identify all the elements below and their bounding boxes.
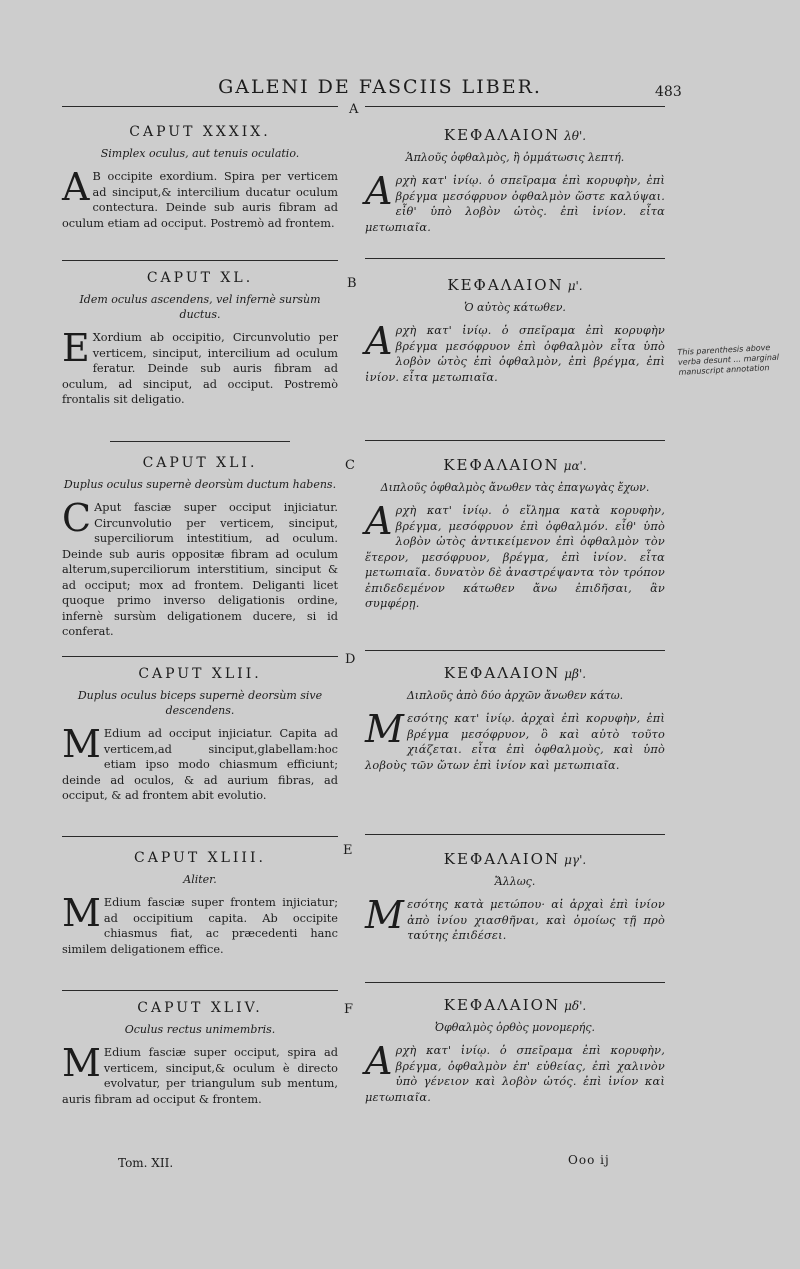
chapter-text: Edium ad occiput injiciatur. Capita ad verticem,ad sinciput,glabellam:hoc etiam ipso modo chiasmum efficiunt; deinde ad oculos, & ad aurium fibras, ad occiput, & ad frontem abit evolutio. (62, 727, 338, 802)
chapter-title: CAPUT XLIV. (137, 1000, 263, 1016)
latin-chapter-40 (62, 270, 338, 408)
drop-cap: C (62, 496, 92, 540)
section-marker-f: F (344, 1002, 354, 1017)
kephalaion-title: ΚΕΦΑΛΑΙΟΝ (447, 276, 564, 294)
drop-cap: M (62, 1041, 101, 1085)
kephalaion-subtitle: Ὁ αὐτὸς κάτωθεν. (464, 301, 566, 314)
drop-cap: Α (365, 499, 393, 543)
kephalaion-subtitle: Ἄλλως. (494, 875, 536, 888)
kephalaion-subtitle: Διπλοῦς ἀπὸ δύο ἀρχῶν ἄνωθεν κάτω. (406, 689, 624, 702)
chapter-title: CAPUT XLI. (142, 455, 258, 471)
section-marker-c: C (345, 458, 355, 473)
chapter-subtitle: Duplus oculus biceps supernè deorsùm sive descendens. (77, 689, 323, 717)
chapter-subtitle: Aliter. (183, 873, 217, 886)
drop-cap: E (62, 326, 90, 370)
latin-chapter-44 (62, 1000, 338, 1107)
kephalaion-title: ΚΕΦΑΛΑΙΟΝ (443, 850, 561, 868)
marginal-annotation: This parenthesis above verba desunt ... marginal manuscript annotation (677, 343, 780, 377)
drop-cap: M (62, 722, 101, 766)
kephalaion-subtitle: Ἁπλοῦς ὀφθαλμὸς, ἢ ὀμμάτωσις λεπτή. (405, 151, 625, 164)
latin-chapter-39 (62, 124, 338, 231)
chapter-subtitle: Simplex oculus, aut tenuis oculatio. (100, 147, 300, 160)
chapter-text: B occipite exordium. Spira per verticem ad sinciput,& intercilium ducatur oculum contectura. Deinde sub auris fibram ad oculum etiam ad occiput. Postremò ad frontem. (62, 170, 338, 230)
signature-mark: Ooo ij (568, 1153, 610, 1167)
drop-cap: Α (365, 169, 393, 213)
kephalaion-number: μ'. (567, 279, 583, 293)
drop-cap: Μ (365, 707, 405, 751)
kephalaion-title: ΚΕΦΑΛΑΙΟΝ (443, 456, 560, 474)
kephalaion-title: ΚΕΦΑΛΑΙΟΝ (443, 664, 561, 682)
drop-cap: A (62, 165, 90, 209)
greek-chapter-41 (365, 456, 665, 612)
latin-chapter-43 (62, 850, 338, 957)
greek-chapter-42 (365, 664, 665, 773)
kephalaion-title: ΚΕΦΑΛΑΙΟΝ (443, 996, 561, 1014)
chapter-subtitle: Duplus oculus supernè deorsùm ductum habens. (63, 478, 337, 491)
greek-chapter-40 (365, 276, 665, 385)
kephalaion-text: ρχὴ κατ' ἰνίῳ. ὁ εἴλημα κατὰ κορυφὴν, βρέγμα, μεσόφρυον ἐπὶ ὀφθαλμόν. εἶθ' ὑπὸ λοβὸν ὠτὸς ἀντικείμενον ἐπὶ ὀφθαλμὸν τὸν ἕτερον, μεσόφρυον, βρέγμα, ἐπὶ ἰνίον. εἶτα μετωπιαῖα. δυνατὸν δὲ ἀναστρέψαντα τὸν τρόπον ἐπιδεδεμένον κάτωθεν ἄνω ἐπιδῆσαι, ἂν συμφέρῃ. (365, 504, 665, 610)
chapter-title: CAPUT XL. (146, 270, 254, 286)
chapter-subtitle: Idem oculus ascendens, vel infernè sursùm ductus. (79, 293, 321, 321)
kephalaion-number: μα'. (563, 459, 587, 473)
kephalaion-text: ρχὴ κατ' ἰνίῳ. ὁ σπεῖραμα ἐπὶ κορυφὴν, βρέγμα, ὀφθαλμὸν ἐπ' εὐθείας, ἐπὶ χαλινὸν ὑπὸ γένειον καὶ λοβὸν ὠτός. ἐπὶ ἰνίον καὶ μετωπιαῖα. (365, 1044, 665, 1104)
drop-cap: Α (365, 319, 393, 363)
kephalaion-text: εσότης κατ' ἰνίῳ. ἀρχαὶ ἐπὶ κορυφὴν, ἐπὶ βρέγμα μεσόφρυον, ὃ καὶ αὐτὸ τοῦτο χιάζεται. εἶτα ἐπὶ ὀφθαλμοὺς, καὶ ὑπὸ λοβοὺς τῶν ὤτων ἐπὶ ἰνίον καὶ μετωπιαῖα. (365, 712, 665, 772)
kephalaion-number: μγ'. (564, 853, 587, 867)
kephalaion-text: ρχὴ κατ' ἰνίῳ. ὁ σπεῖραμα ἐπὶ κορυφὴν βρέγμα μεσόφρυον ἐπὶ ὀφθαλμὸν εἶτα ὑπὸ λοβὸν ὠτὸς ἐπὶ ὀφθαλμὸν, ἐπὶ βρέγμα, ἐπὶ ἰνίον. εἶτα μετωπιαῖα. (365, 324, 665, 384)
kephalaion-subtitle: Διπλοῦς ὀφθαλμὸς ἄνωθεν τὰς ἐπαγωγὰς ἔχων. (380, 481, 650, 494)
tome-label: Tom. XII. (118, 1156, 174, 1170)
kephalaion-text: ρχὴ κατ' ἰνίῳ. ὁ σπεῖραμα ἐπὶ κορυφὴν, ἐπὶ βρέγμα μεσόφρυον ὀφθαλμὸν ὥστε καλύψαι. εἶθ' ὑπὸ λοβὸν ὠτὸς. ἐπὶ ἰνίον. εἶτα μετωπιαῖα. (365, 174, 665, 234)
drop-cap: Μ (365, 893, 405, 937)
chapter-title: CAPUT XLIII. (134, 850, 266, 866)
greek-chapter-44 (365, 996, 665, 1105)
running-head: GALENI DE FASCIIS LIBER. (218, 76, 542, 98)
section-marker-b: B (347, 276, 357, 291)
chapter-subtitle: Oculus rectus unimembris. (124, 1023, 276, 1036)
kephalaion-subtitle: Ὀφθαλμὸς ὀρθὸς μονομερής. (434, 1021, 595, 1034)
kephalaion-title: ΚΕΦΑΛΑΙΟΝ (443, 126, 561, 144)
chapter-text: Aput fasciæ super occiput injiciatur. Circunvolutio per verticem, sinciput, superciliorum intestitium, ad oculum. Deinde sub auris oppositæ fibram ad oculum alterum,superciliorum interstitium, sinciput & ad occiput; mox ad frontem. Deliganti licet quoque primo inverso deligationis ordine, infernè sursùm deligationem ducere, si id conferat. (62, 501, 338, 638)
chapter-text: Edium fasciæ super occiput, spira ad verticem, sinciput,& oculum è directo evolvatur, per triangulum sub mentum, auris fibram ad occiput & frontem. (62, 1046, 338, 1106)
chapter-text: Edium fasciæ super frontem injiciatur; ad occipitium capita. Ab occipite chiasmus fiat, ac præcedenti hanc similem deligationem effice. (62, 896, 338, 956)
drop-cap: M (62, 891, 101, 935)
page-number: 483 (655, 84, 682, 100)
section-marker-d: D (345, 652, 356, 667)
kephalaion-text: εσότης κατὰ μετώπου· αἱ ἀρχαὶ ἐπὶ ἰνίον ἀπὸ ἰνίου χιασθῆναι, καὶ ὁμοίως τῇ πρὸ ταύτης ἐπιδέσει. (407, 898, 665, 942)
kephalaion-number: μβ'. (564, 667, 587, 681)
chapter-title: CAPUT XXXIX. (129, 124, 271, 140)
greek-chapter-43 (365, 850, 665, 944)
greek-chapter-39 (365, 126, 665, 235)
chapter-text: Xordium ab occipitio, Circunvolutio per verticem, sinciput, intercilium ad oculum feratur. Deinde sub auris fibram ad oculum, ad sinciput, ad occiput. Postremò frontalis sit deligatio. (62, 331, 338, 406)
chapter-title: CAPUT XLII. (138, 666, 262, 682)
drop-cap: Α (365, 1039, 393, 1083)
section-marker-a: A (349, 102, 359, 117)
section-marker-e: E (343, 843, 353, 858)
latin-chapter-41 (62, 455, 338, 640)
kephalaion-number: λθ'. (564, 129, 587, 143)
kephalaion-number: μδ'. (564, 999, 587, 1013)
latin-chapter-42 (62, 666, 338, 804)
